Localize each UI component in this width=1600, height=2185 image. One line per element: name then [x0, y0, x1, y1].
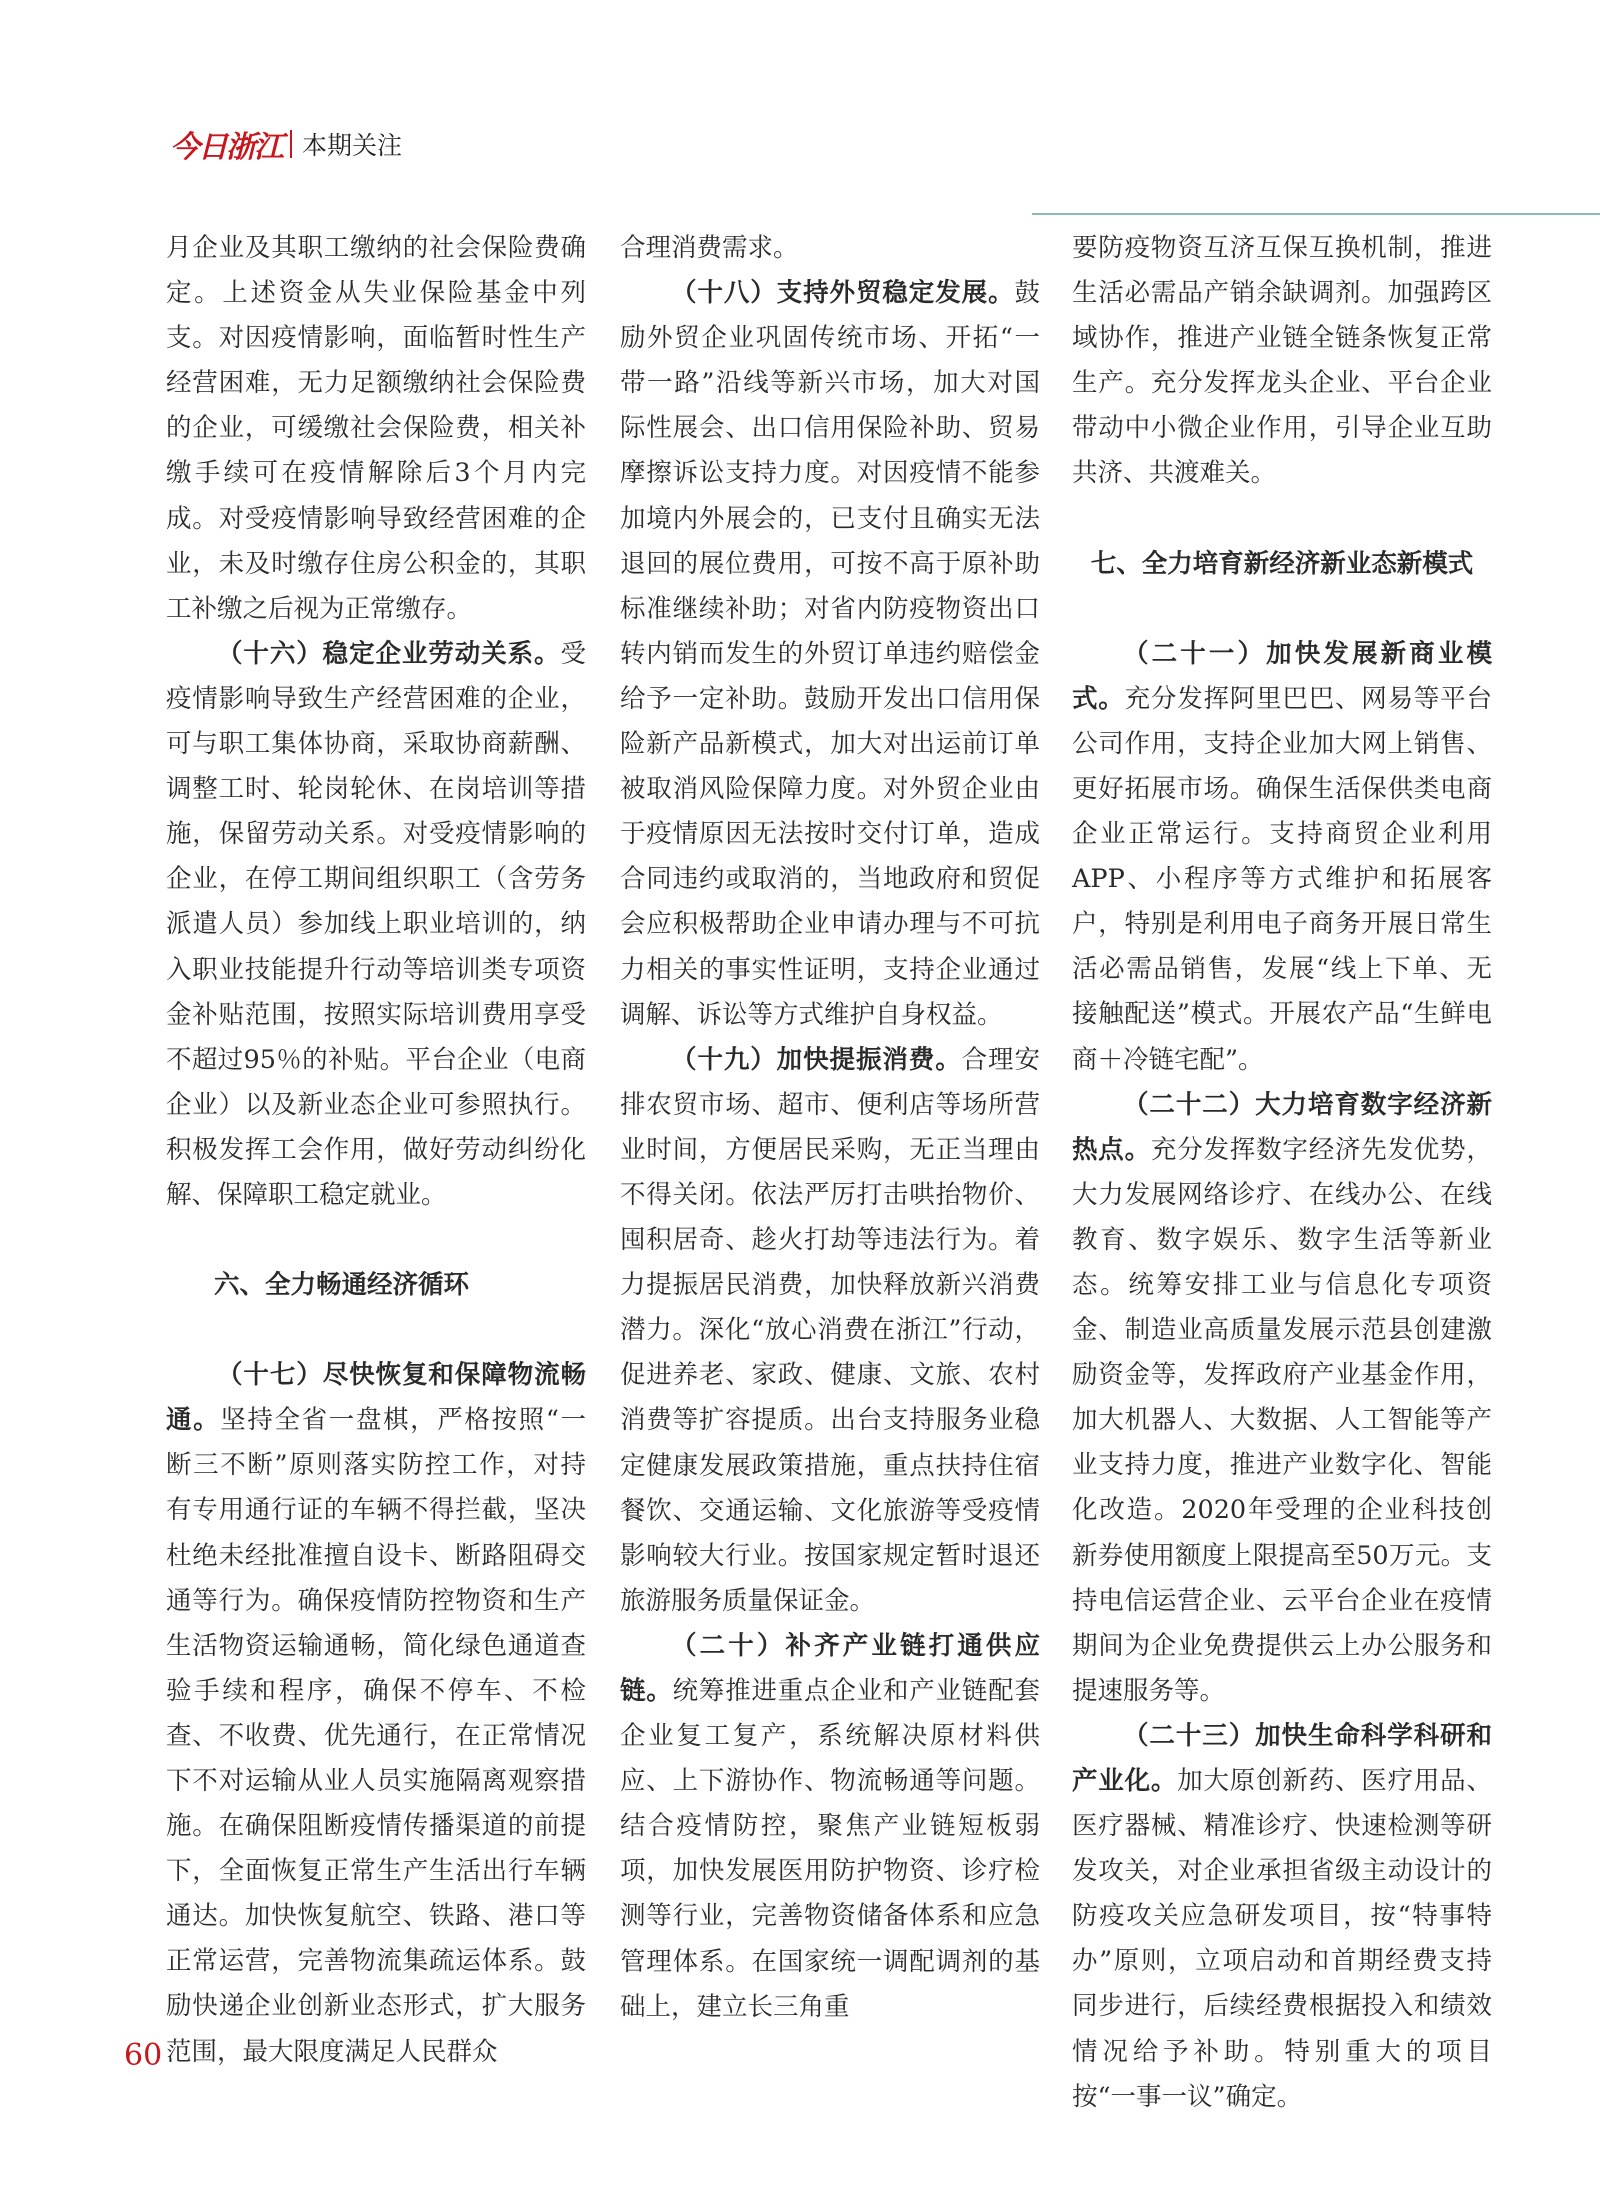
- paragraph: 合理消费需求。: [620, 233, 799, 263]
- section-heading: 六、全力畅通经济循环: [214, 1270, 470, 1301]
- clause-title: （十九）加快提振消费。: [671, 1044, 962, 1075]
- clause-title: （二十一）加快发展新商业模式。: [1072, 638, 1492, 714]
- column-3: [1072, 226, 1492, 2120]
- paragraph: [620, 1624, 1040, 2030]
- clause-text: 合理安排农贸市场、超市、便利店等场所营业时间，方便居民采购，无正当理由不得关闭。依法严厉打击哄抬物价、囤积居奇、趁火打劫等违法行为。着力提振居民消费，加快释放新兴消费潜力。深化“放心消费在浙江”行动，促进养老、家政、健康、文旅、农村消费等扩容提质。出台支持服务业稳定健康发展政策措施，重点扶持住宿餐饮、交通运输、文化旅游等受疫情影响较大行业。按国家规定暂时退还旅游服务质量保证金。: [620, 1044, 1040, 1616]
- page-number: 60: [124, 2038, 163, 2073]
- paragraph: [620, 271, 1040, 1038]
- paragraph: [166, 1353, 586, 2075]
- header-divider: [290, 130, 292, 158]
- clause-title: （二十）补齐产业链打通供应链。: [620, 1630, 1040, 1706]
- paragraph: [1072, 1714, 1492, 2120]
- clause-title: （十六）稳定企业劳动关系。: [217, 638, 561, 669]
- clause-text: 鼓励外贸企业巩固传统市场、开拓“一带一路”沿线等新兴市场，加大对国际性展会、出口信用保险补助、贸易摩擦诉讼支持力度。对因疫情不能参加境内外展会的，已支付且确实无法退回的展位费用，可按不高于原补助标准继续补助；对省内防疫物资出口转内销而发生的外贸订单违约赔偿金给予一定补助。鼓励开发出口信用保险新产品新模式，加大对出运前订单被取消风险保障力度。对外贸企业由于疫情原因无法按时交付订单，造成合同违约或取消的，当地政府和贸促会应积极帮助企业申请办理与不可抗力相关的事实性证明，支持企业通过调解、诉讼等方式维护自身权益。: [620, 278, 1040, 1030]
- column-1: [166, 226, 586, 2075]
- clause-text: 受疫情影响导致生产经营困难的企业，可与职工集体协商，采取协商薪酬、调整工时、轮岗轮休、在岗培训等措施，保留劳动关系。对受疫情影响的企业，在停工期间组织职工（含劳务派遣人员）参加线上职业培训的，纳入职业技能提升行动等培训类专项资金补贴范围，按照实际培训费用享受不超过95％的补贴。平台企业（电商企业）以及新业态企业可参照执行。积极发挥工会作用，做好劳动纠纷化解、保障职工稳定就业。: [166, 638, 586, 1210]
- paragraph: [1072, 632, 1492, 1083]
- clause-title: （二十二）大力培育数字经济新热点。: [1072, 1089, 1492, 1165]
- clause-title: （二十三）加快生命科学科研和产业化。: [1072, 1720, 1492, 1796]
- paragraph: 要防疫物资互济互保互换机制，推进生活必需品产销余缺调剂。加强跨区域协作，推进产业链全链条恢复正常生产。充分发挥龙头企业、平台企业带动中小微企业作用，引导企业互助共济、共渡难关。: [1072, 233, 1492, 489]
- clause-text: 统筹推进重点企业和产业链配套企业复工复产，系统解决原材料供应、上下游协作、物流畅通等问题。结合疫情防控，聚焦产业链短板弱项，加快发展医用防护物资、诊疗检测等行业，完善物资储备体系和应急管理体系。在国家统一调配调剂的基础上，建立长三角重: [620, 1676, 1040, 2022]
- clause-text: 坚持全省一盘棋，严格按照“一断三不断”原则落实防控工作，对持有专用通行证的车辆不得拦截，坚决杜绝未经批准擅自设卡、断路阻碍交通等行为。确保疫情防控物资和生产生活物资运输通畅，简化绿色通道查验手续和程序，确保不停车、不检查、不收费、优先通行，在正常情况下不对运输从业人员实施隔离观察措施。在确保阻断疫情传播渠道的前提下，全面恢复正常生产生活出行车辆通达。加快恢复航空、铁路、港口等正常运营，完善物流集疏运体系。鼓励快递企业创新业态形式，扩大服务范围，最大限度满足人民群众: [166, 1405, 586, 2067]
- magazine-logo: 今日浙江: [170, 130, 282, 165]
- clause-title: （十八）支持外贸稳定发展。: [671, 278, 1015, 309]
- paragraph: [620, 1038, 1040, 1624]
- clause-title: （十七）尽快恢复和保障物流畅通。: [166, 1360, 586, 1436]
- paragraph: [166, 632, 586, 1218]
- clause-text: 充分发挥数字经济先发优势，大力发展网络诊疗、在线办公、在线教育、数字娱乐、数字生活等新业态。统筹安排工业与信息化专项资金、制造业高质量发展示范县创建激励资金等，发挥政府产业基金作用，加大机器人、大数据、人工智能等产业支持力度，推进产业数字化、智能化改造。2020年受理的企业科技创新券使用额度上限提高至50万元。支持电信运营企业、云平台企业在疫情期间为企业免费提供云上办公服务和提速服务等。: [1072, 1134, 1492, 1706]
- section-name: 本期关注: [302, 131, 403, 160]
- clause-text: 充分发挥阿里巴巴、网易等平台公司作用，支持企业加大网上销售、更好拓展市场。确保生活保供类电商企业正常运行。支持商贸企业利用APP、小程序等方式维护和拓展客户，特别是利用电子商务开展日常生活必需品销售，发展“线上下单、无接触配送”模式。开展农产品“生鲜电商＋冷链宅配”。: [1072, 683, 1492, 1075]
- header-rule: [1032, 213, 1600, 215]
- column-2: [620, 226, 1040, 2030]
- paragraph: [1072, 1083, 1492, 1714]
- paragraph: 月企业及其职工缴纳的社会保险费确定。上述资金从失业保险基金中列支。对因疫情影响，面临暂时性生产经营困难，无力足额缴纳社会保险费的企业，可缓缴社会保险费，相关补缴手续可在疫情解除后3个月内完成。对受疫情影响导致经营困难的企业，未及时缴存住房公积金的，其职工补缴之后视为正常缴存。: [166, 233, 586, 624]
- clause-text: 加大原创新药、医疗用品、医疗器械、精准诊疗、快速检测等研发攻关，对企业承担省级主动设计的防疫攻关应急研发项目，按“特事特办”原则，立项启动和首期经费支持同步进行，后续经费根据投入和绩效情况给予补助。特别重大的项目按“一事一议”确定。: [1072, 1766, 1492, 2112]
- page-header: [170, 122, 402, 166]
- section-heading: 七、全力培育新经济新业态新模式: [1090, 548, 1474, 579]
